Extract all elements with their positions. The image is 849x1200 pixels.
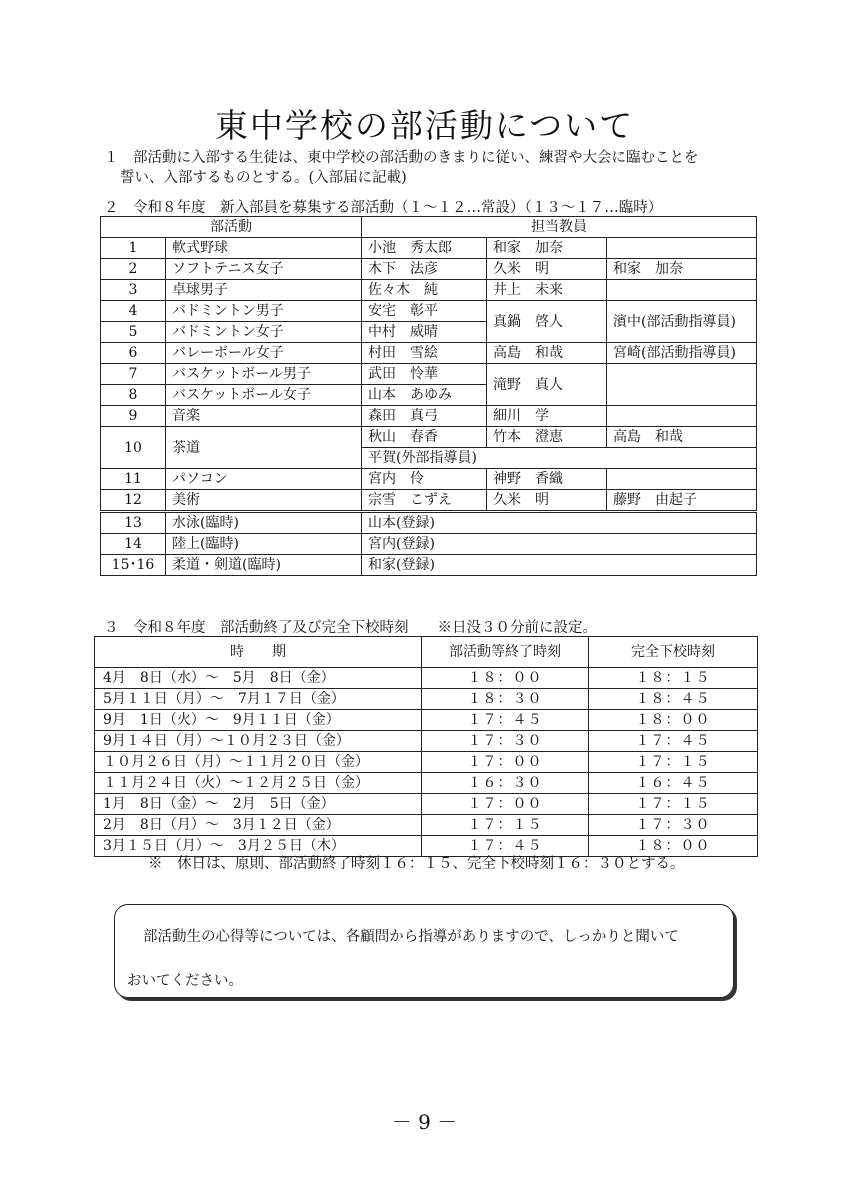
end-time-cell: １７：３０	[422, 731, 589, 752]
teacher-cell: 久米 明	[487, 259, 607, 280]
teacher-cell: 中村 威晴	[362, 322, 487, 343]
period-cell: 9月１４日（月）～１０月２３日（金）	[95, 731, 422, 752]
club-name: 陸上(臨時)	[166, 534, 362, 555]
club-name: バレーボール女子	[166, 343, 362, 364]
club-name: 水泳(臨時)	[166, 512, 362, 534]
end-time-cell: １８：３０	[422, 689, 589, 710]
teacher-cell: 秋山 春香	[362, 427, 487, 448]
teacher-cell	[607, 364, 757, 406]
table-row	[95, 668, 758, 689]
table-row	[101, 490, 757, 512]
period-cell: 9月 1日（火）～ 9月１１日（金）	[95, 710, 422, 731]
teacher-cell: 佐々木 純	[362, 280, 487, 301]
teacher-cell: 和家 加奈	[487, 238, 607, 259]
club-name: 茶道	[166, 427, 362, 469]
table-row	[95, 794, 758, 815]
table-row	[101, 259, 757, 280]
end-time-cell: １７：００	[422, 794, 589, 815]
club-table	[100, 216, 757, 576]
club-number: 11	[101, 469, 166, 490]
end-time-cell: １６：３０	[422, 773, 589, 794]
teacher-cell: 和家 加奈	[607, 259, 757, 280]
teacher-cell: 武田 怜華	[362, 364, 487, 385]
club-number: 6	[101, 343, 166, 364]
teacher-cell: 宗雪 こずえ	[362, 490, 487, 512]
table-row	[95, 815, 758, 836]
table-row	[101, 512, 757, 534]
teacher-cell	[607, 238, 757, 259]
teacher-cell: 宮内(登録)	[362, 534, 757, 555]
end-time-cell: １７：４５	[422, 836, 589, 857]
section1-text-line1: １ 部活動に入部する生徒は、東中学校の部活動のきまりに従い、練習や大会に臨むことを	[104, 150, 699, 166]
section2-heading: ２ 令和８年度 新入部員を募集する部活動（１～１２…常設）（１３～１７…臨時）	[104, 200, 663, 216]
end-time-cell: １８：００	[422, 668, 589, 689]
section3-heading: ３ 令和８年度 部活動終了及び完全下校時刻 ※日没３０分前に設定。	[104, 620, 597, 636]
teacher-cell	[607, 469, 757, 490]
leave-time-cell: １７：１５	[589, 752, 758, 773]
teacher-cell: 宮崎(部活動指導員)	[607, 343, 757, 364]
end-time-cell: １７：００	[422, 752, 589, 773]
teacher-cell: 井上 未来	[487, 280, 607, 301]
club-name: 卓球男子	[166, 280, 362, 301]
table-row	[95, 731, 758, 752]
teacher-cell: 山本 あゆみ	[362, 385, 487, 406]
leave-time-cell: １８：４５	[589, 689, 758, 710]
teacher-cell: 藤野 由起子	[607, 490, 757, 512]
teacher-cell: 宮内 伶	[362, 469, 487, 490]
table-row	[101, 534, 757, 555]
club-number: 1	[101, 238, 166, 259]
leave-time-cell: １８：１５	[589, 668, 758, 689]
table-row	[101, 280, 757, 301]
teacher-cell	[607, 406, 757, 427]
end-time-cell: １７：４５	[422, 710, 589, 731]
table-row	[101, 238, 757, 259]
teacher-cell: 滝野 真人	[487, 364, 607, 406]
table-header-row	[95, 637, 758, 668]
teacher-cell: 森田 真弓	[362, 406, 487, 427]
column-header-period: 時 期	[95, 637, 422, 668]
teacher-cell: 山本(登録)	[362, 512, 757, 534]
club-name: ソフトテニス女子	[166, 259, 362, 280]
teacher-cell: 細川 学	[487, 406, 607, 427]
club-name: バスケットボール女子	[166, 385, 362, 406]
club-name: 音楽	[166, 406, 362, 427]
table-row	[95, 710, 758, 731]
table-row	[101, 364, 757, 385]
teacher-cell	[607, 280, 757, 301]
club-number: 15･16	[101, 555, 166, 576]
message-line2: おいてください。	[127, 973, 243, 989]
period-cell: 3月１５日（月）～ 3月２５日（木）	[95, 836, 422, 857]
club-number: 12	[101, 490, 166, 512]
teacher-cell: 小池 秀太郎	[362, 238, 487, 259]
club-number: 5	[101, 322, 166, 343]
table-row	[101, 427, 757, 448]
column-header-end-time: 部活動等終了時刻	[422, 637, 589, 668]
period-cell: 1月 8日（金）～ 2月 5日（金）	[95, 794, 422, 815]
table-row	[101, 469, 757, 490]
table-row	[95, 752, 758, 773]
table-row	[101, 301, 757, 322]
schedule-table	[94, 636, 758, 857]
club-number: 13	[101, 512, 166, 534]
period-cell: １１月２４日（火）～１２月２５日（金）	[95, 773, 422, 794]
club-number: 8	[101, 385, 166, 406]
period-cell: 5月１１日（月）～ 7月１７日（金）	[95, 689, 422, 710]
table-row	[95, 689, 758, 710]
teacher-cell: 高島 和哉	[487, 343, 607, 364]
table-row	[101, 343, 757, 364]
table-header-row	[101, 217, 757, 238]
club-number: 4	[101, 301, 166, 322]
period-cell: １０月２６日（月）～１１月２０日（金）	[95, 752, 422, 773]
table-row	[101, 406, 757, 427]
teacher-cell: 真鍋 啓人	[487, 301, 607, 343]
end-time-cell: １７：１５	[422, 815, 589, 836]
teacher-cell: 和家(登録)	[362, 555, 757, 576]
message-box	[114, 904, 734, 998]
period-cell: 4月 8日（水）～ 5月 8日（金）	[95, 668, 422, 689]
teacher-cell: 神野 香織	[487, 469, 607, 490]
page-title: 東中学校の部活動について	[214, 106, 635, 145]
club-number: 14	[101, 534, 166, 555]
club-name: 軟式野球	[166, 238, 362, 259]
leave-time-cell: １８：００	[589, 710, 758, 731]
message-line1: 部活動生の心得等については、各顧問から指導がありますので、しっかりと聞いて	[143, 929, 679, 945]
leave-time-cell: １６：４５	[589, 773, 758, 794]
leave-time-cell: １７：３０	[589, 815, 758, 836]
column-header-club: 部活動	[101, 217, 362, 238]
leave-time-cell: １８：００	[589, 836, 758, 857]
club-name: 美術	[166, 490, 362, 512]
leave-time-cell: １７：１５	[589, 794, 758, 815]
teacher-cell: 高島 和哉	[607, 427, 757, 448]
column-header-leave-time: 完全下校時刻	[589, 637, 758, 668]
holiday-note: ※ 休日は、原則、部活動終了時刻１６：１５、完全下校時刻１６：３０とする。	[148, 856, 685, 872]
teacher-cell: 濱中(部活動指導員)	[607, 301, 757, 343]
teacher-cell: 安宅 彰平	[362, 301, 487, 322]
club-number: 2	[101, 259, 166, 280]
teacher-cell: 久米 明	[487, 490, 607, 512]
period-cell: 2月 8日（月）～ 3月１２日（金）	[95, 815, 422, 836]
teacher-cell: 竹本 澄恵	[487, 427, 607, 448]
club-name: バドミントン女子	[166, 322, 362, 343]
club-number: 7	[101, 364, 166, 385]
club-number: 10	[101, 427, 166, 469]
club-name: バドミントン男子	[166, 301, 362, 322]
club-name: パソコン	[166, 469, 362, 490]
club-name: 柔道・剣道(臨時)	[166, 555, 362, 576]
club-number: 9	[101, 406, 166, 427]
section1-text-line2: 誓い、入部するものとする。(入部届に記載)	[120, 170, 407, 186]
teacher-cell: 村田 雪絵	[362, 343, 487, 364]
teacher-cell: 木下 法彦	[362, 259, 487, 280]
table-row	[95, 773, 758, 794]
table-row	[101, 555, 757, 576]
page-number: － 9 －	[391, 1110, 458, 1134]
club-name: バスケットボール男子	[166, 364, 362, 385]
club-number: 3	[101, 280, 166, 301]
leave-time-cell: １７：４５	[589, 731, 758, 752]
teacher-cell-external: 平賀(外部指導員)	[362, 448, 757, 469]
column-header-teacher: 担当教員	[362, 217, 757, 238]
